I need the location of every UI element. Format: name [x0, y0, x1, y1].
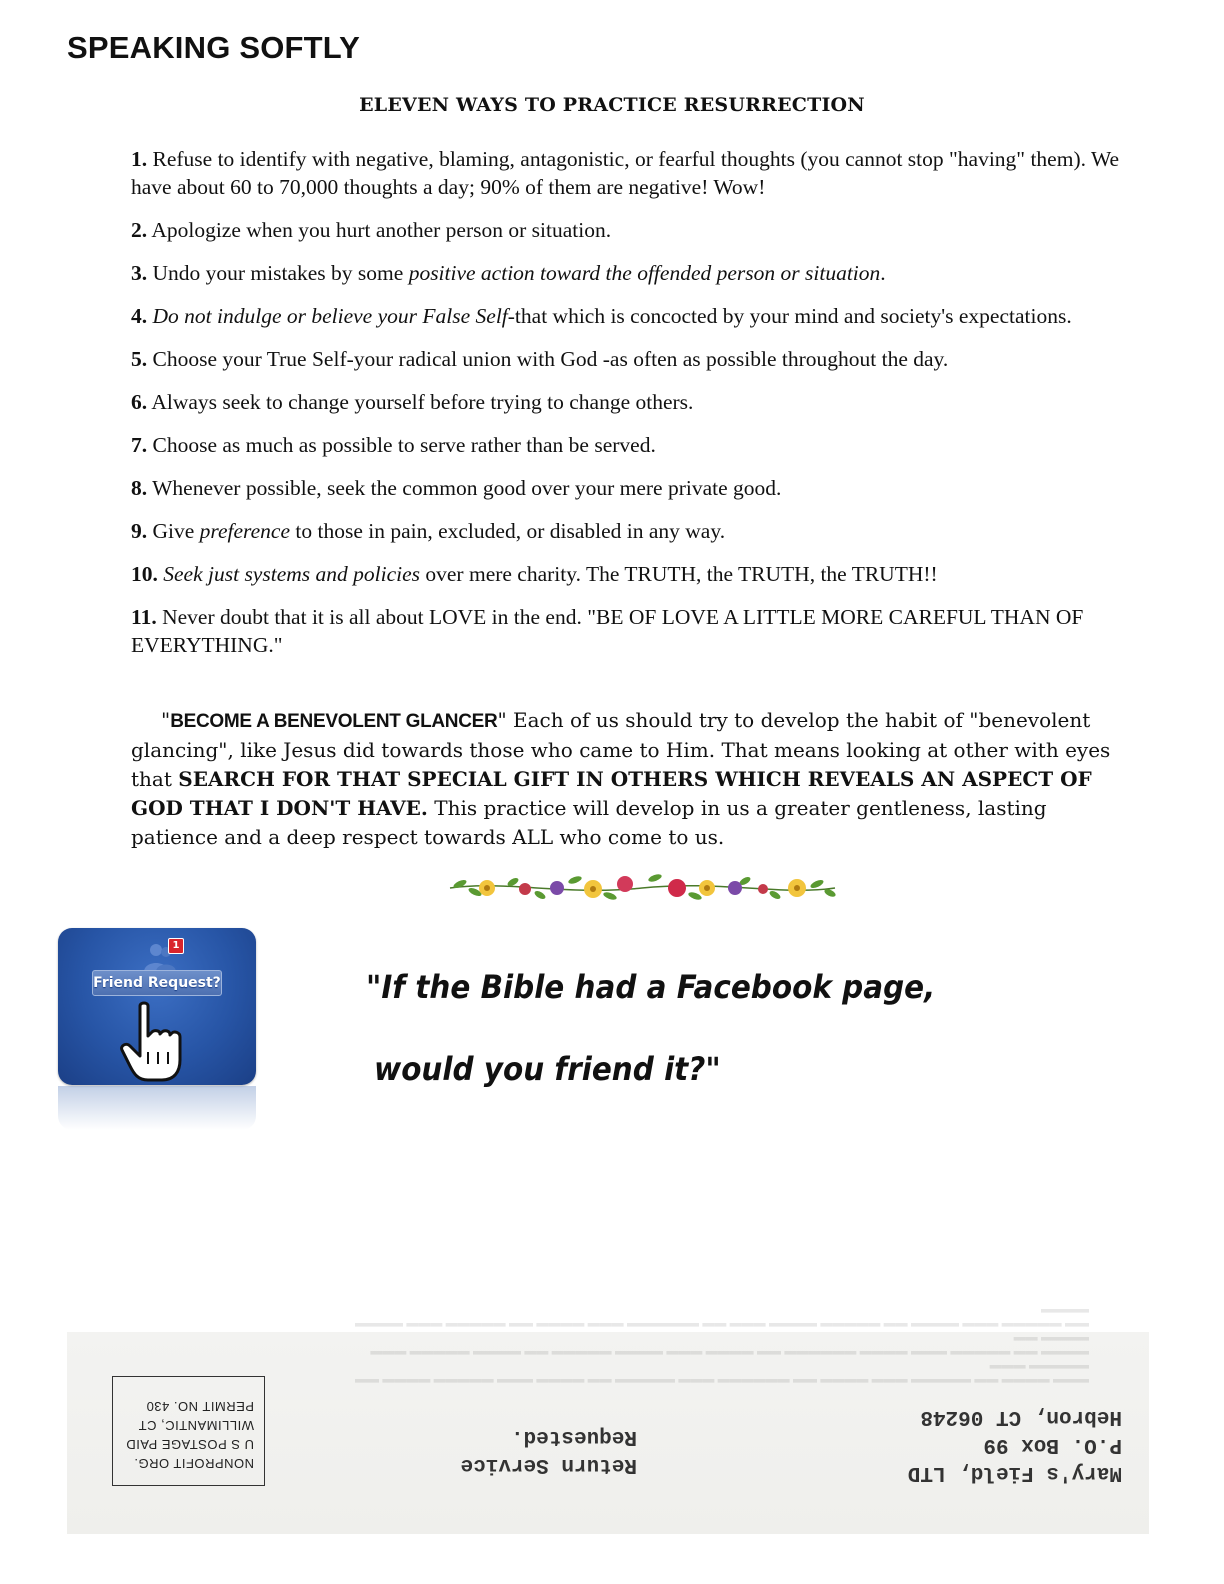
item-text: Refuse to identify with negative, blaming, antagonistic, or fearful thoughts (you cannot stop "having" them). We have about 60 to 70,000 thoughts a day; 90% of them are negative! Wow!	[131, 147, 1120, 199]
mailing-panel	[67, 1306, 1149, 1534]
section-heading: ELEVEN WAYS TO PRACTICE RESURRECTION	[359, 94, 865, 116]
quote-line-2: would you friend it?"	[374, 1050, 721, 1088]
item-number: 1.	[131, 147, 148, 171]
permit-line: U S POSTAGE PAID	[125, 1437, 254, 1452]
item-number: 8.	[131, 476, 148, 500]
item-number: 6.	[131, 390, 148, 414]
item-text: Choose your True Self-your radical union with God -as often as possible throughout the day.	[152, 347, 949, 371]
list-item	[131, 345, 1141, 373]
list-item	[131, 560, 1141, 588]
notification-badge: 1	[168, 938, 184, 954]
return-line: Requested.	[510, 1425, 637, 1448]
item-number: 5.	[131, 347, 148, 371]
sender-address	[872, 1402, 1122, 1486]
list-item	[131, 431, 1141, 459]
item-text: Give	[152, 519, 200, 543]
item-number: 10.	[131, 562, 158, 586]
glancer-open-quote: "	[161, 708, 171, 732]
list-item	[131, 302, 1141, 330]
item-text: -that which is concocted by your mind and society's expectations.	[507, 304, 1072, 328]
practice-list	[131, 145, 1141, 674]
item-number: 4.	[131, 304, 148, 328]
item-text: Undo your mistakes by some	[152, 261, 409, 285]
glancer-text-2: This practice will develop in us a greater gentleness, lasting patience and a deep respect towards ALL who come to us.	[131, 796, 1047, 849]
list-item	[131, 145, 1141, 201]
glancer-text-1: " Each of us should try to develop the habit of "benevolent glancing", like Jesus did towards those who came to Him. That means looking at other with eyes that	[131, 708, 1111, 791]
postage-permit-box	[112, 1376, 265, 1486]
return-line: Return Service	[460, 1453, 637, 1476]
list-item	[131, 603, 1141, 659]
permit-line: NONPROFIT ORG.	[133, 1456, 254, 1471]
address-line: P.O. Box 99	[983, 1433, 1122, 1456]
item-text: Always seek to change yourself before trying to change others.	[151, 390, 694, 414]
item-text: to those in pain, excluded, or disabled in any way.	[290, 519, 726, 543]
return-service-notice	[437, 1422, 637, 1478]
glancer-bold: SEARCH FOR THAT SPECIAL GIFT IN OTHERS WHICH REVEALS AN ASPECT OF GOD THAT I DON'T HAVE.	[131, 767, 1092, 820]
friend-request-card	[58, 928, 256, 1085]
glancer-paragraph	[131, 706, 1131, 852]
permit-line: WILLIMANTIC, CT	[138, 1418, 254, 1433]
address-line: Mary's Field, LTD	[907, 1461, 1122, 1484]
item-number: 9.	[131, 519, 148, 543]
bleed-through-texture: ▬▬▬ ▬▬▬▬ ▬▬ ▬▬▬▬▬ ▬▬▬ ▬▬▬▬ ▬▬ ▬▬▬▬▬▬ ▬▬▬ ▬▬▬▬▬ ▬▬ ▬▬▬▬ ▬▬▬ ▬▬▬▬▬ ▬▬▬▬ ▬▬ ▬▬▬▬▬ ▬▬▬ ▬▬▬▬ ▬▬ ▬▬▬▬▬ ▬▬▬ ▬▬▬▬ ▬▬▬▬▬▬ ▬▬ ▬▬▬▬ ▬▬▬ ▬▬▬▬ ▬▬▬▬▬ ▬▬ ▬▬▬▬ ▬▬▬▬▬ ▬▬▬ ▬▬▬▬ ▬▬ ▬▬ ▬▬▬▬▬ ▬▬▬ ▬▬▬▬ ▬▬ ▬▬▬▬▬ ▬▬▬▬ ▬▬▬ ▬▬ ▬▬▬▬▬▬ ▬▬▬ ▬▬▬▬ ▬▬ ▬▬▬▬▬ ▬▬▬ ▬▬▬▬ ▬▬▬▬	[354, 1306, 1089, 1390]
item-text: Do not indulge or believe your False Self	[152, 304, 508, 328]
hand-cursor-icon	[118, 1002, 188, 1084]
item-number: 11.	[131, 605, 157, 629]
card-reflection	[58, 1086, 256, 1130]
list-item	[131, 517, 1141, 545]
glancer-lead: BECOME A BENEVOLENT GLANCER	[170, 711, 498, 732]
item-text: .	[880, 261, 886, 285]
item-text: over mere charity. The TRUTH, the TRUTH, the TRUTH!!	[420, 562, 938, 586]
permit-line: PERMIT NO. 430	[146, 1399, 254, 1414]
item-text: preference	[199, 519, 290, 543]
item-text: Apologize when you hurt another person or situation.	[151, 218, 612, 242]
item-text: Whenever possible, seek the common good over your mere private good.	[152, 476, 782, 500]
list-item	[131, 388, 1141, 416]
item-number: 7.	[131, 433, 148, 457]
item-number: 2.	[131, 218, 148, 242]
flower-divider-icon	[445, 862, 840, 914]
item-text: Never doubt that it is all about LOVE in the end. "BE OF LOVE A LITTLE MORE CAREFUL THAN OF EVERYTHING."	[131, 605, 1084, 657]
item-text: Choose as much as possible to serve rather than be served.	[152, 433, 656, 457]
page-title: SPEAKING SOFTLY	[67, 30, 360, 65]
item-text: positive action toward the offended person or situation	[408, 261, 881, 285]
address-line: Hebron, CT 06248	[920, 1405, 1122, 1428]
quote-line-1: "If the Bible had a Facebook page,	[366, 968, 936, 1006]
item-number: 3.	[131, 261, 148, 285]
friend-request-label: Friend Request?	[92, 970, 222, 996]
list-item	[131, 216, 1141, 244]
item-text: Seek just systems and policies	[163, 562, 421, 586]
list-item	[131, 259, 1141, 287]
list-item	[131, 474, 1141, 502]
